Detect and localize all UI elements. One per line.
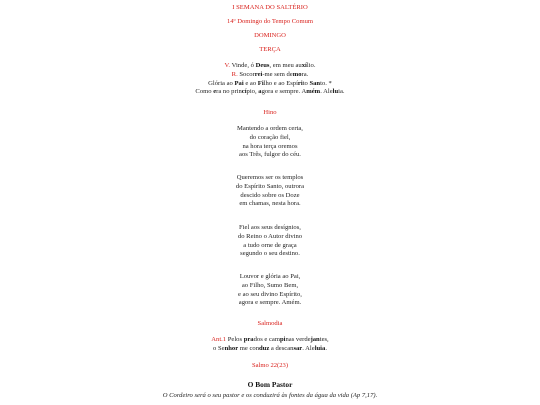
- invitatory: [0, 62, 540, 97]
- hymn-stanza: [0, 273, 540, 308]
- hymn-stanza: [0, 174, 540, 209]
- hymn-line: Queremos ser os templos: [236, 174, 304, 181]
- sunday-heading: 14º Domingo do Tempo Comum: [226, 18, 314, 25]
- versicle-marker: V.: [224, 62, 231, 69]
- psalm-name: O Bom Pastor: [247, 380, 293, 389]
- hymn-line: ao Filho, Sumo Bem,: [241, 281, 299, 289]
- hymn-line: agora e sempre. Amém.: [238, 299, 302, 307]
- hymn-line: segundo o seu destino.: [240, 250, 300, 258]
- response-marker: R.: [231, 70, 238, 78]
- antiphon-line: o Senhor me conduz a descansar. Aleluia.: [213, 344, 327, 352]
- hymn-line: descido sobre os Doze: [240, 191, 300, 199]
- antiphon-line: Ant.1 Pelos prados e campinas verdejantes,: [211, 336, 329, 343]
- hymn-line: do Reino o Autor divino: [237, 232, 303, 240]
- hymn-line: na hora terça oremos: [242, 142, 298, 150]
- psalm-reference: Salmo 22(23): [251, 362, 289, 369]
- week-heading: I SEMANA DO SALTÉRIO: [232, 4, 308, 11]
- hymn-line: a tudo orne de graça: [243, 241, 297, 249]
- hymn-line: Fiel aos seus desígnios,: [239, 224, 301, 231]
- como-line: Como era no princípio, agora e sempre. Amém. Aleluia.: [195, 88, 345, 96]
- hour-heading: TERÇA: [259, 46, 281, 53]
- hymn-line: Louvor e glória ao Pai,: [239, 273, 301, 280]
- hymn-line: do coração fiel,: [249, 133, 291, 141]
- antiphon-marker: Ant.1: [211, 336, 227, 343]
- antiphon: [0, 336, 540, 354]
- response: R. Socorrei-me sem demora.: [231, 70, 309, 78]
- gloria-line: Glória ao Pai e ao Filho e ao Espírito Santo. *: [208, 79, 332, 87]
- hymn-line: em chamas, nesta hora.: [239, 200, 301, 208]
- hymn-title: Hino: [263, 109, 277, 116]
- hymn-line: e ao seu divino Espírito,: [238, 290, 302, 298]
- day-heading: DOMINGO: [254, 32, 286, 39]
- psalmody-title: Salmodia: [257, 320, 283, 327]
- hymn-line: aos Três, fulgor do céu.: [239, 151, 301, 159]
- hymn-line: Mantendo a ordem certa,: [237, 125, 303, 132]
- hymn-stanza: [0, 224, 540, 259]
- versicle: V. Vinde, ó Deus, em meu auxílio.: [224, 62, 316, 69]
- hymn-stanza: [0, 125, 540, 160]
- hymn-line: do Espírito Santo, outrora: [235, 182, 305, 190]
- psalm-epigraph: O Cordeiro será o seu pastor e os conduzirá às fontes da água da vida (Ap 7,17).: [162, 392, 378, 399]
